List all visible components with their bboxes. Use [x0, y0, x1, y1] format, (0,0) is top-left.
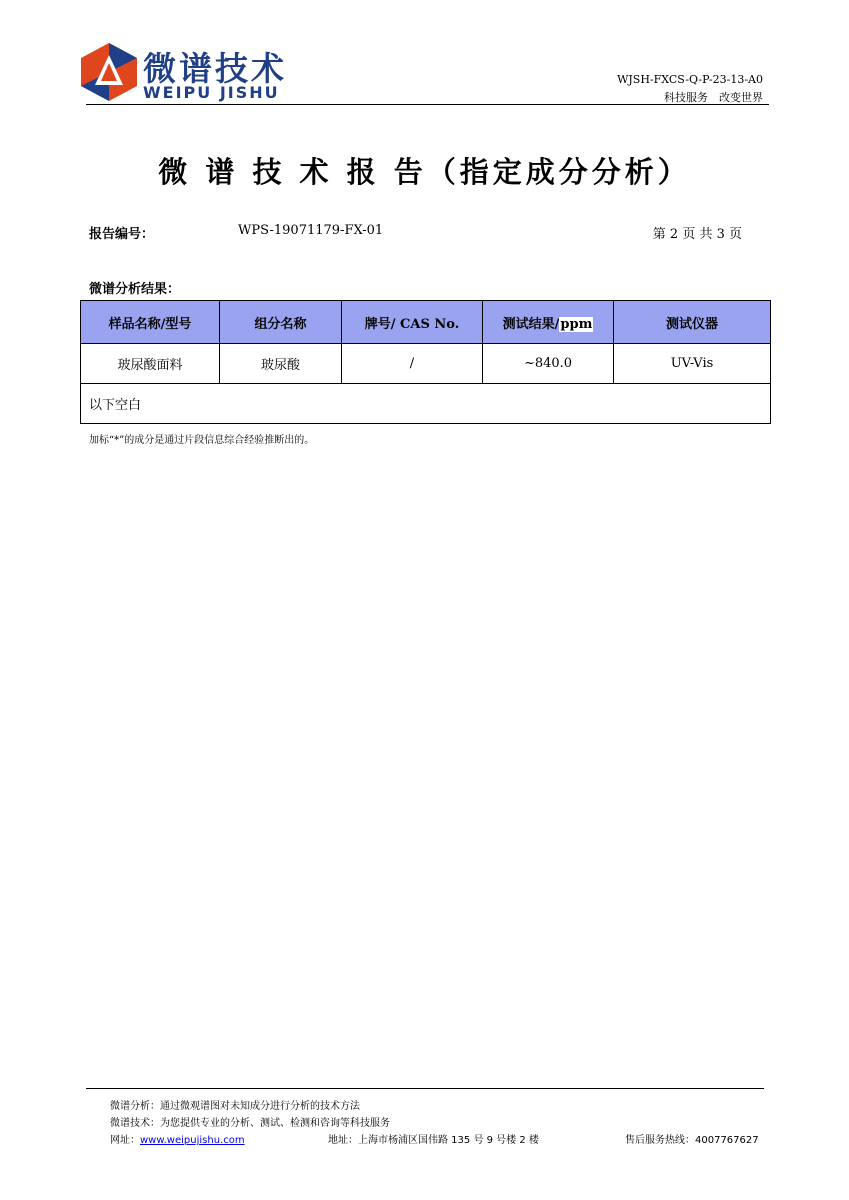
logo-mark-icon — [79, 41, 139, 103]
header-sample-name: 样品名称/型号 — [81, 301, 220, 344]
cell-component-name: 玻尿酸 — [220, 344, 342, 384]
report-title: 微 谱 技 术 报 告（指定成分分析） — [158, 155, 691, 189]
footer-website — [110, 1131, 245, 1146]
header-cas-no: 牌号/ CAS No. — [342, 301, 483, 344]
table-header-row — [81, 301, 771, 344]
logo-chinese-name: 微谱技术 — [143, 49, 287, 88]
header-test-result-label: 测试结果/ — [502, 316, 560, 332]
header-result-unit: ppm — [560, 316, 593, 332]
inference-note: 加标“*”的成分是通过片段信息综合经验推断出的。 — [89, 435, 315, 446]
header-divider — [86, 104, 769, 105]
header-component-name: 组分名称 — [220, 301, 342, 344]
header-test-result — [483, 301, 614, 344]
cell-test-result: ~840.0 — [483, 344, 614, 384]
footer-definition-analysis: 微谱分析：通过微观谱图对未知成分进行分析的技术方法 — [110, 1101, 360, 1112]
company-slogan: 科技服务 改变世界 — [664, 91, 763, 104]
document-code: WJSH-FXCS-Q-P-23-13-A0 — [617, 73, 763, 86]
company-logo — [79, 41, 319, 103]
cell-instrument: UV-Vis — [614, 344, 771, 384]
blank-note: 以下空白 — [81, 384, 771, 424]
page-indicator: 第 2 页 共 3 页 — [652, 227, 742, 242]
table-blank-row — [81, 384, 771, 424]
footer-divider — [86, 1088, 764, 1089]
footer-definition-technology: 微谱技术：为您提供专业的分析、测试、检测和咨询等科技服务 — [110, 1118, 390, 1129]
cell-cas-no: / — [342, 344, 483, 384]
results-section-label: 微谱分析结果： — [89, 282, 181, 297]
cell-sample-name: 玻尿酸面料 — [81, 344, 220, 384]
website-link[interactable]: www.weipujishu.com — [140, 1135, 245, 1146]
table-row — [81, 344, 771, 384]
footer-hotline: 售后服务热线：4007767627 — [625, 1135, 759, 1146]
report-number-label: 报告编号： — [89, 227, 155, 242]
website-label: 网址： — [110, 1135, 140, 1146]
results-table — [80, 300, 771, 424]
header-instrument: 测试仪器 — [614, 301, 771, 344]
footer-address: 地址：上海市杨浦区国伟路 135 号 9 号楼 2 楼 — [328, 1135, 539, 1146]
report-number: WPS-19071179-FX-01 — [238, 223, 384, 238]
logo-english-name: WEIPU JISHU — [143, 83, 280, 102]
